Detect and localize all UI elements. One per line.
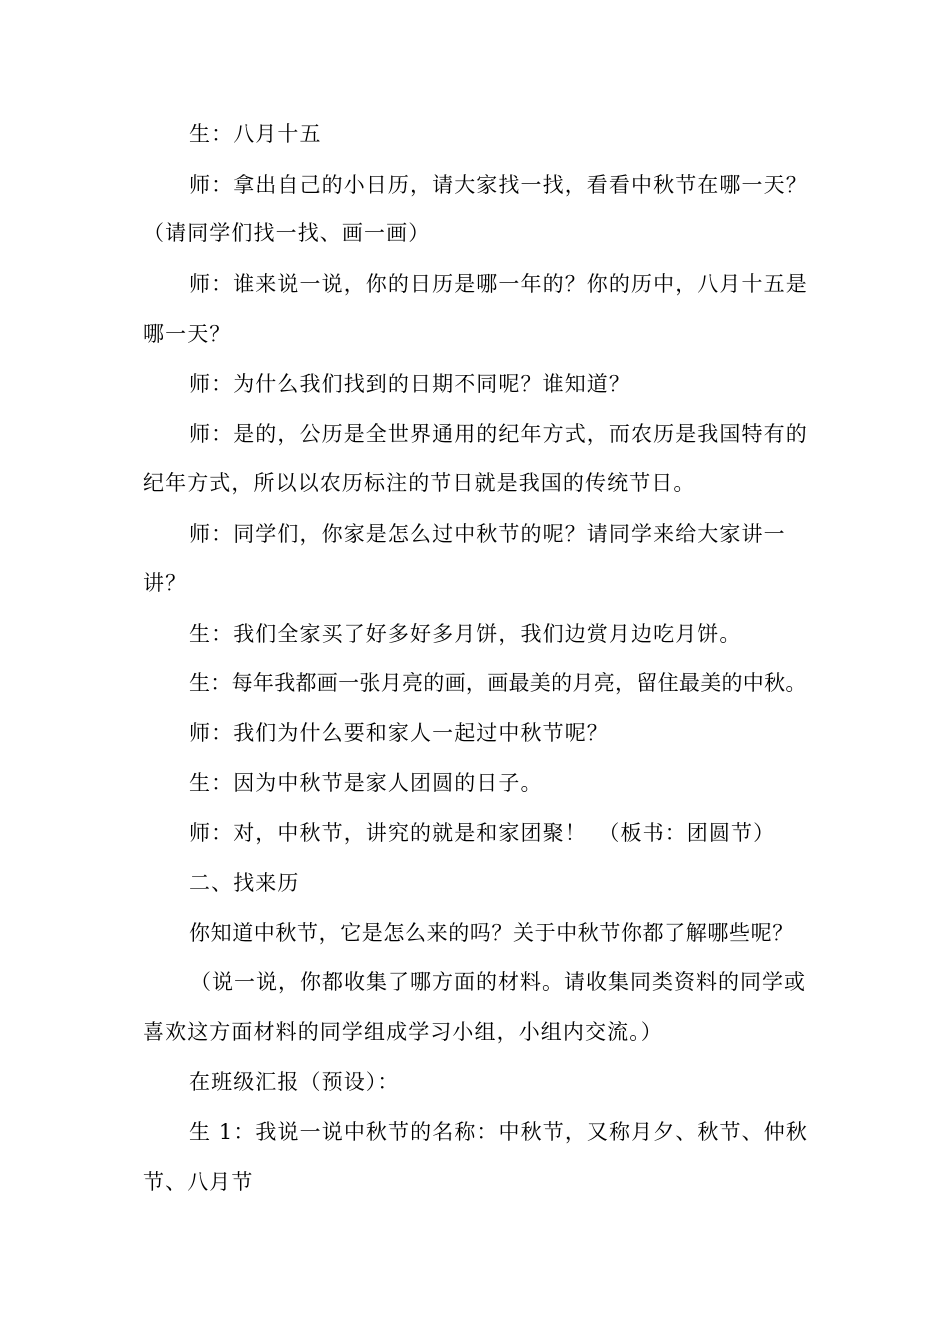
- student1-festival-names-cont: 节、八月节: [143, 1170, 254, 1194]
- teacher-year-question: 师：谁来说一说，你的日历是哪一年的？你的历中，八月十五是: [189, 272, 808, 296]
- teacher-calendar-question: 师：拿出自己的小日历，请大家找一找，看看中秋节在哪一天？: [189, 173, 808, 197]
- teacher-year-question-cont: 哪一天？: [143, 322, 232, 346]
- class-report-heading: 在班级汇报（预设）：: [189, 1070, 400, 1094]
- calendar-activity-note: （请同学们找一找、画一画）: [143, 221, 431, 245]
- origin-question: 你知道中秋节，它是怎么来的吗？关于中秋节你都了解哪些呢？: [189, 921, 794, 945]
- teacher-family-question: 师：我们为什么要和家人一起过中秋节呢？: [189, 721, 609, 745]
- student-answer-date: 生：八月十五: [189, 122, 322, 146]
- teacher-why-question: 师：为什么我们找到的日期不同呢？谁知道？: [189, 372, 631, 396]
- student-drawing-answer: 生：每年我都画一张月亮的画，画最美的月亮，留住最美的中秋。: [189, 671, 807, 695]
- teacher-celebration-question-cont: 讲？: [143, 571, 188, 595]
- teacher-celebration-question: 师：同学们，你家是怎么过中秋节的呢？请同学来给大家讲一: [189, 522, 786, 546]
- teacher-reunion-summary: 师：对，中秋节，讲究的就是和家团聚！ （板书：团圆节）: [189, 821, 776, 845]
- group-activity-note-cont: 喜欢这方面材料的同学组成学习小组，小组内交流。）: [143, 1020, 663, 1044]
- student1-festival-names: 生 1：我说一说中秋节的名称：中秋节，又称月夕、秋节、仲秋: [189, 1120, 808, 1144]
- teacher-calendar-explanation-cont: 纪年方式，所以以农历标注的节日就是我国的传统节日。: [143, 471, 696, 495]
- student-reunion-answer: 生：因为中秋节是家人团圆的日子。: [189, 771, 543, 795]
- student-mooncake-answer: 生：我们全家买了好多好多月饼，我们边赏月边吃月饼。: [189, 622, 742, 646]
- teacher-calendar-explanation: 师：是的，公历是全世界通用的纪年方式，而农历是我国特有的: [189, 422, 808, 446]
- group-activity-note: （说一说，你都收集了哪方面的材料。请收集同类资料的同学或: [190, 970, 806, 994]
- section-heading-origin: 二、找来历: [189, 871, 300, 895]
